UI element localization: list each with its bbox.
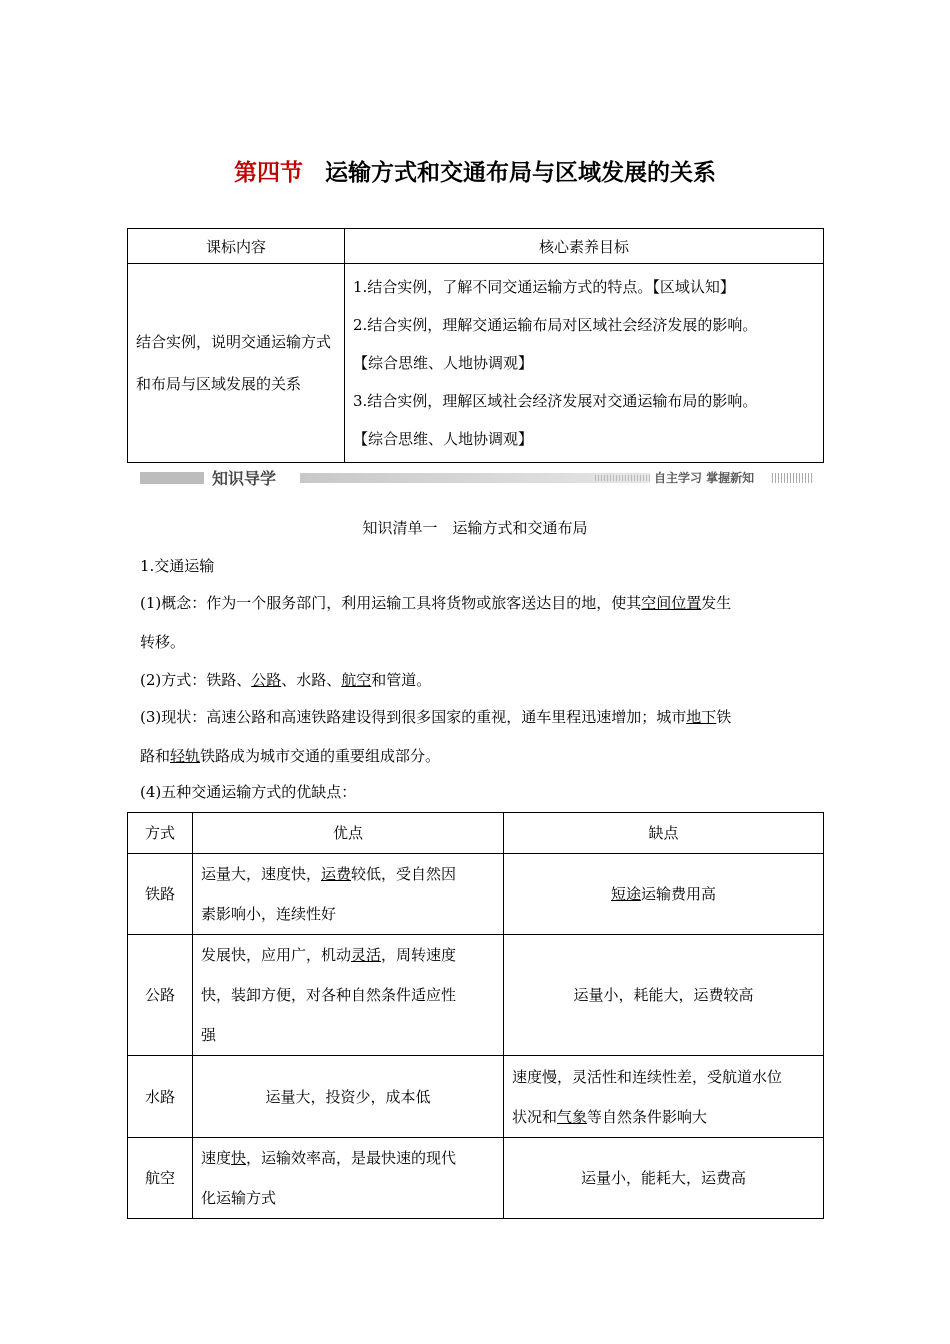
paragraph-5: (4)五种交通运输方式的优缺点： — [140, 783, 357, 801]
header-goals: 核心素养目标 — [345, 229, 824, 264]
header-standards: 课标内容 — [128, 229, 345, 264]
section-heading: 知识清单一 运输方式和交通布局 — [362, 519, 588, 537]
goals-cell — [345, 264, 824, 463]
road-cons: 运量小，耗能大，运费较高 — [504, 935, 824, 1056]
paragraph-2-cont: 转移。 — [140, 633, 186, 651]
mode-water: 水路 — [128, 1056, 193, 1138]
goal-line: 【综合思维、人地协调观】 — [353, 430, 534, 448]
goal-line: 2.结合实例，理解交通运输布局对区域社会经济发展的影响。 — [353, 316, 758, 334]
paragraph-4-cont: 路和轻轨铁路成为城市交通的重要组成部分。 — [140, 747, 441, 765]
paragraph-3: (2)方式：铁路、公路、水路、航空和管道。 — [140, 671, 432, 689]
air-pros: 速度快，运输效率高，是最快速的现代 化运输方式 — [193, 1138, 504, 1219]
standards-table — [127, 228, 824, 463]
road-pros: 发展快，应用广，机动灵活，周转速度 快，装卸方便，对各种自然条件适应性 强 — [193, 935, 504, 1056]
water-pros: 运量大，投资少，成本低 — [193, 1056, 504, 1138]
table-row — [128, 1056, 824, 1138]
goal-line: 1.结合实例，了解不同交通运输方式的特点。【区域认知】 — [353, 278, 735, 296]
transport-modes-table — [127, 812, 824, 1219]
mode-rail: 铁路 — [128, 854, 193, 935]
banner-label: 知识导学 — [212, 469, 277, 488]
air-cons: 运量小，能耗大，运费高 — [504, 1138, 824, 1219]
header-mode: 方式 — [128, 813, 193, 854]
table-row — [128, 1138, 824, 1219]
goal-line: 【综合思维、人地协调观】 — [353, 354, 534, 372]
section-number: 第四节 — [234, 160, 303, 186]
paragraph-2: (1)概念：作为一个服务部门，利用运输工具将货物或旅客送达目的地，使其空间位置发生 — [140, 594, 732, 612]
banner-bar-left — [140, 472, 204, 484]
paragraph-1: 1.交通运输 — [140, 557, 215, 575]
goal-line: 3.结合实例，理解区域社会经济发展对交通运输布局的影响。 — [353, 392, 758, 410]
header-cons: 缺点 — [504, 813, 824, 854]
title-text: 运输方式和交通布局与区域发展的关系 — [325, 160, 716, 186]
rail-cons: 短途运输费用高 — [504, 854, 824, 935]
banner-stripes — [772, 473, 812, 483]
header-pros: 优点 — [193, 813, 504, 854]
mode-air: 航空 — [128, 1138, 193, 1219]
paragraph-4: (3)现状：高速公路和高速铁路建设得到很多国家的重视，通车里程迅速增加；城市地下铁 — [140, 708, 732, 726]
water-cons: 速度慢，灵活性和连续性差，受航道水位 状况和气象等自然条件影响大 — [504, 1056, 824, 1138]
page-title — [0, 154, 950, 187]
section-banner — [140, 466, 812, 490]
banner-dots — [595, 475, 650, 481]
mode-road: 公路 — [128, 935, 193, 1056]
table-row — [128, 854, 824, 935]
banner-right-text: 自主学习 掌握新知 — [654, 471, 755, 485]
standards-content: 结合实例，说明交通运输方式和布局与区域发展的关系 — [128, 264, 345, 463]
rail-pros: 运量大，速度快，运费较低，受自然因 素影响小，连续性好 — [193, 854, 504, 935]
table-row — [128, 935, 824, 1056]
